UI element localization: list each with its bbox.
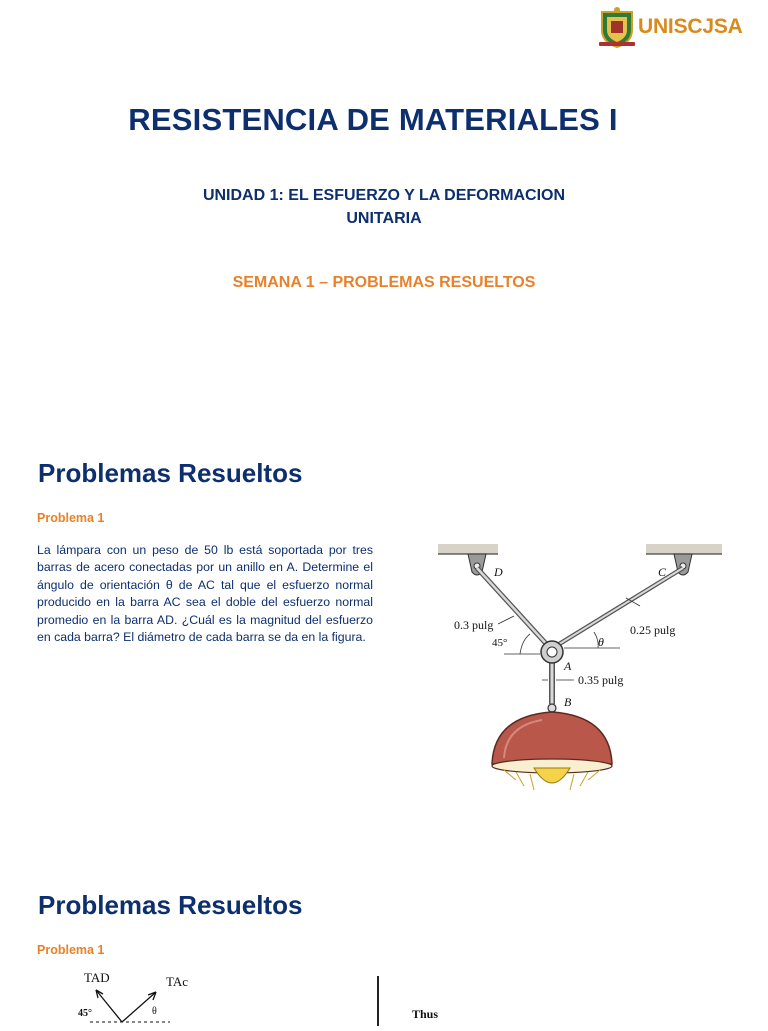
- fbd-sketch: [60, 964, 240, 1026]
- dim-AD: 0.3 pulg: [454, 618, 494, 632]
- thus-text: Thus: [412, 1007, 439, 1021]
- problem-label: Problema 1: [37, 943, 105, 957]
- sketch-T-AC: TAc: [166, 974, 189, 989]
- problem-statement: La lámpara con un peso de 50 lb está soportada por tres barras de acero conectadas por un anillo en A. Determine el ángulo de orientación θ de AC tal que el esfuerzo normal producido en la barra AC sea el doble del esfuerzo normal promedio en la barra AD. ¿Cuál es la magnitud del esfuerzo en cada barra? El diámetro de cada barra se da en la figura.: [37, 543, 373, 645]
- crest-icon: [598, 6, 636, 48]
- column-divider: [377, 976, 379, 1026]
- week-title: SEMANA 1 – PROBLEMAS RESUELTOS: [232, 274, 536, 291]
- unit-title-line2: UNITARIA: [346, 210, 422, 227]
- problem-label: Problema 1: [37, 511, 105, 525]
- university-logo: [598, 6, 743, 48]
- solution-slide: [0, 864, 768, 1024]
- section-title: Problemas Resueltos: [38, 458, 303, 488]
- unit-title-line1: UNIDAD 1: EL ESFUERZO Y LA DEFORMACION: [202, 187, 566, 204]
- dim-AB: 0.35 pulg: [578, 673, 624, 687]
- angle-theta: θ: [598, 635, 604, 649]
- ceiling-left: [438, 544, 498, 554]
- label-D: D: [494, 565, 503, 579]
- section-title: Problemas Resueltos: [38, 890, 303, 920]
- unit-title: [184, 184, 584, 230]
- problem-slide: [0, 432, 768, 852]
- dim-AC: 0.25 pulg: [630, 623, 676, 637]
- course-title: RESISTENCIA DE MATERIALES I: [128, 102, 618, 137]
- title-slide: [0, 0, 768, 410]
- ceiling-right: [646, 544, 722, 554]
- label-B: B: [564, 695, 572, 709]
- sketch-angle: 45°: [78, 1008, 92, 1019]
- label-A: A: [564, 659, 572, 673]
- sketch-T-AD: TAD: [84, 970, 110, 985]
- sketch-theta: θ: [152, 1006, 157, 1017]
- lamp-figure: [434, 536, 730, 805]
- logo-wordmark: UNISCJSA: [638, 15, 743, 38]
- bulb-icon: [534, 768, 570, 783]
- free-body-sketch: [60, 964, 240, 1031]
- label-C: C: [658, 565, 667, 579]
- lamp-diagram: [434, 536, 730, 800]
- angle-45: 45°: [492, 637, 508, 649]
